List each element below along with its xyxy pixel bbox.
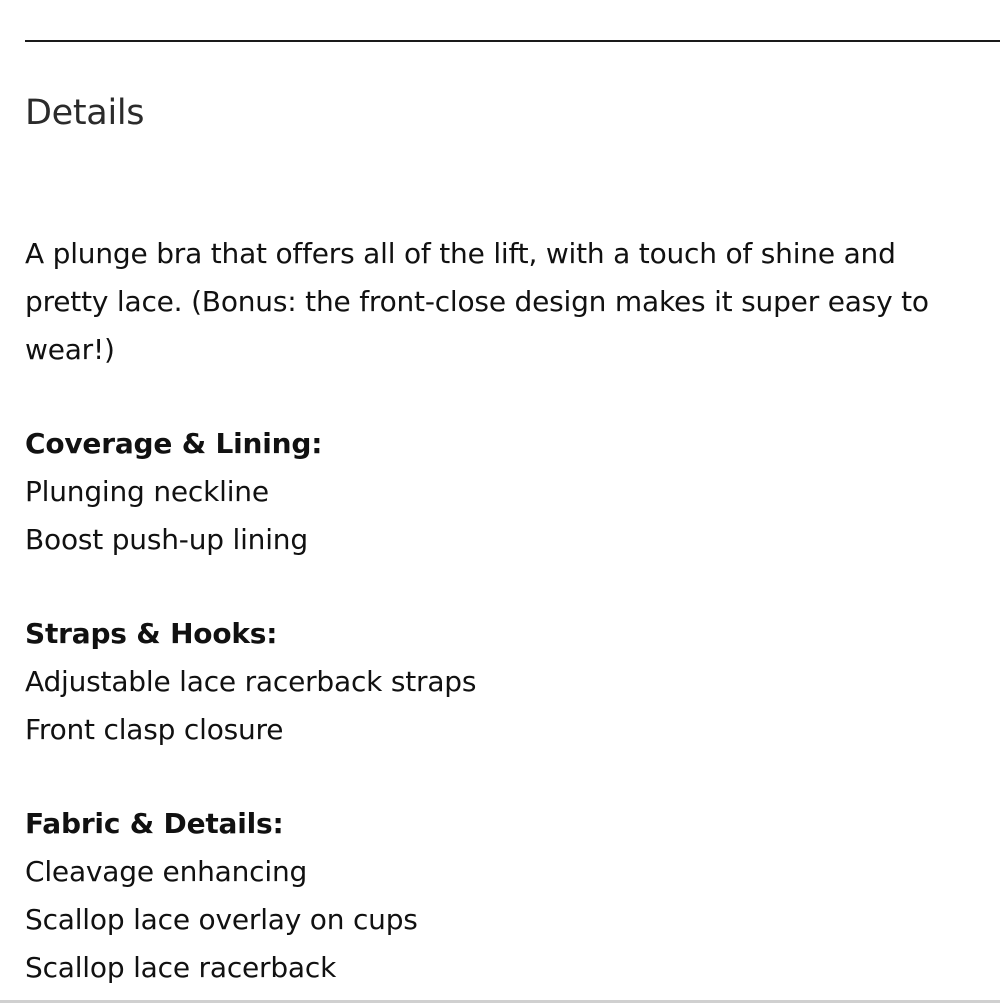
feature-list bbox=[25, 658, 985, 754]
details-heading: Details bbox=[25, 93, 145, 133]
list-item: Boost push-up lining bbox=[25, 523, 308, 556]
section-title: Straps & Hooks: bbox=[25, 617, 278, 650]
list-item: Scallop lace racerback bbox=[25, 951, 337, 984]
section-straps-hooks bbox=[25, 610, 985, 754]
list-item: Adjustable lace racerback straps bbox=[25, 665, 477, 698]
list-item: Front clasp closure bbox=[25, 713, 284, 746]
section-fabric-details bbox=[25, 800, 985, 992]
top-divider bbox=[25, 40, 1000, 42]
list-item: Plunging neckline bbox=[25, 475, 269, 508]
feature-list bbox=[25, 468, 985, 564]
section-title: Coverage & Lining: bbox=[25, 427, 323, 460]
feature-list bbox=[25, 848, 985, 992]
list-item: Scallop lace overlay on cups bbox=[25, 903, 418, 936]
product-description: A plunge bra that offers all of the lift, with a touch of shine and pretty lace. (Bonus: the front-close design makes it super easy to wear!) bbox=[25, 237, 929, 366]
section-coverage-lining bbox=[25, 420, 985, 564]
details-content bbox=[25, 230, 985, 992]
section-title: Fabric & Details: bbox=[25, 807, 284, 840]
list-item: Cleavage enhancing bbox=[25, 855, 308, 888]
